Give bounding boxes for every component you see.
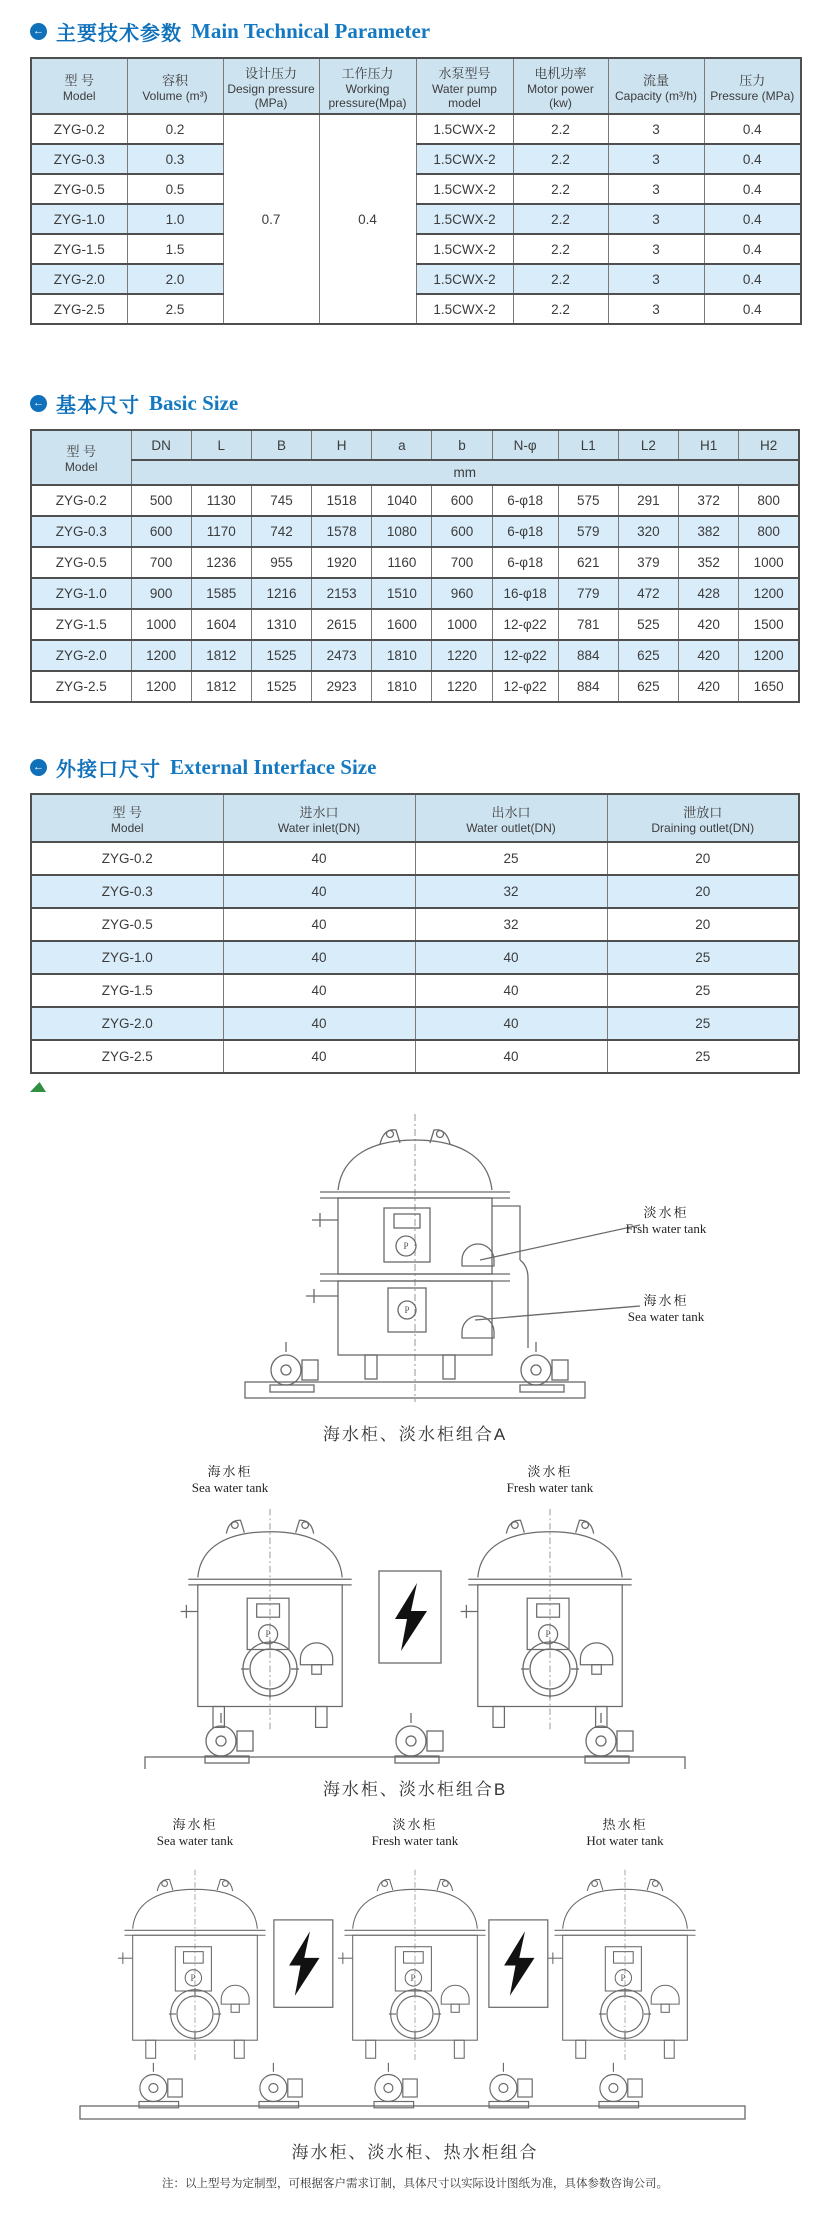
table-row	[31, 640, 799, 671]
value-cell: 3	[608, 114, 704, 144]
value-cell: 2473	[312, 640, 372, 671]
table-row	[31, 671, 799, 702]
table-row	[31, 908, 799, 941]
value-cell: 1310	[251, 609, 311, 640]
value-cell: 800	[739, 516, 799, 547]
value-cell: 372	[679, 485, 739, 516]
value-cell: 600	[432, 516, 492, 547]
arrow-bullet-icon: ←	[30, 395, 47, 412]
col-header-h1: H1	[679, 430, 739, 460]
model-cell: ZYG-1.0	[31, 578, 131, 609]
value-cell: 32	[415, 875, 607, 908]
value-cell: 2.2	[513, 294, 608, 324]
table-row	[31, 974, 799, 1007]
section-title-zh: 主要技术参数	[56, 23, 182, 45]
model-cell: ZYG-1.0	[31, 941, 223, 974]
col-header-design-pressure: 设计压力 Design pressure (MPa)	[223, 58, 319, 114]
value-cell: 40	[223, 842, 415, 875]
col-header-dn: DN	[131, 430, 191, 460]
caption-combination-b: 海水柜、淡水柜组合B	[322, 1780, 508, 1799]
label-sea-water-tank: 海水柜 Sea water tank	[156, 1817, 234, 1848]
table-row	[31, 609, 799, 640]
col-header-water-inlet: 进水口 Water inlet(DN)	[223, 794, 415, 842]
value-cell: 40	[415, 1040, 607, 1073]
sea-water-tank-icon	[181, 1509, 352, 1731]
value-cell: 1200	[131, 640, 191, 671]
value-cell: 1.5CWX-2	[416, 144, 513, 174]
col-header-model: 型 号 Model	[31, 58, 127, 114]
table-body	[31, 485, 799, 702]
model-cell: ZYG-0.5	[31, 908, 223, 941]
value-cell: 3	[608, 234, 704, 264]
model-cell: ZYG-1.5	[31, 234, 127, 264]
value-cell: 382	[679, 516, 739, 547]
table-row	[31, 1040, 799, 1073]
diagram-combination-c	[0, 1814, 830, 2136]
value-cell: 1130	[191, 485, 251, 516]
col-header-l1: L1	[558, 430, 618, 460]
value-cell: 2.2	[513, 264, 608, 294]
label-fresh-water-tank: 淡水柜 Fresh water tank	[506, 1464, 594, 1495]
value-cell: 745	[251, 485, 311, 516]
model-cell: ZYG-2.0	[31, 264, 127, 294]
value-cell: 2.2	[513, 174, 608, 204]
value-cell: 3	[608, 204, 704, 234]
model-cell: ZYG-1.5	[31, 974, 223, 1007]
model-cell: ZYG-0.3	[31, 144, 127, 174]
table-row	[31, 875, 799, 908]
value-cell: 3	[608, 144, 704, 174]
col-header-draining-outlet: 泄放口 Draining outlet(DN)	[607, 794, 799, 842]
value-cell: 25	[607, 1007, 799, 1040]
value-cell: 1585	[191, 578, 251, 609]
label-sea-water-tank: 海水柜 Sea water tank	[627, 1293, 705, 1324]
value-cell: 3	[608, 294, 704, 324]
value-cell: 1812	[191, 671, 251, 702]
value-cell: 1200	[739, 640, 799, 671]
model-cell: ZYG-2.0	[31, 1007, 223, 1040]
basic-size-table	[30, 429, 800, 703]
tank-drawing-c	[35, 1856, 795, 2136]
value-cell: 3	[608, 264, 704, 294]
value-cell: 40	[223, 1040, 415, 1073]
value-cell: 1216	[251, 578, 311, 609]
value-cell: 40	[223, 908, 415, 941]
col-header-model: 型 号 Model	[31, 430, 131, 485]
unit-row	[31, 460, 799, 485]
model-cell: ZYG-2.5	[31, 671, 131, 702]
value-cell: 2.0	[127, 264, 223, 294]
diagram-combination-a	[0, 1110, 830, 1418]
value-cell: 1220	[432, 640, 492, 671]
label-hot-water-tank: 热水柜 Hot water tank	[586, 1817, 664, 1848]
value-cell: 1810	[372, 671, 432, 702]
model-cell: ZYG-0.2	[31, 114, 127, 144]
value-cell: 25	[607, 941, 799, 974]
table-row	[31, 174, 801, 204]
model-cell: ZYG-2.0	[31, 640, 131, 671]
value-cell: 1236	[191, 547, 251, 578]
value-cell: 0.4	[704, 174, 801, 204]
value-cell: 1000	[131, 609, 191, 640]
section-title-external-interface	[30, 753, 830, 782]
value-cell: 1810	[372, 640, 432, 671]
col-header-water-outlet: 出水口 Water outlet(DN)	[415, 794, 607, 842]
table-row	[31, 941, 799, 974]
model-cell: ZYG-2.5	[31, 294, 127, 324]
value-cell: 579	[558, 516, 618, 547]
value-cell: 1500	[739, 609, 799, 640]
header-row	[31, 58, 801, 114]
external-interface-table	[30, 793, 800, 1074]
pump-icon	[489, 2063, 532, 2108]
pump-icon	[395, 1713, 443, 1763]
col-header-capacity: 流量 Capacity (m³/h)	[608, 58, 704, 114]
value-cell: 575	[558, 485, 618, 516]
pressure-gauge-label: P	[404, 1305, 410, 1315]
value-cell: 625	[618, 671, 678, 702]
value-cell: 1.5CWX-2	[416, 234, 513, 264]
merged-value-cell: 0.4	[319, 114, 416, 324]
value-cell: 6-φ18	[492, 516, 558, 547]
value-cell: 291	[618, 485, 678, 516]
tank-drawing-b	[75, 1499, 755, 1769]
pump-icon	[270, 1342, 318, 1392]
sea-water-tank-icon	[118, 1870, 266, 2062]
pump-icon	[205, 1713, 253, 1763]
table-row	[31, 485, 799, 516]
caption-combination-c: 海水柜、淡水柜、热水柜组合	[291, 2143, 539, 2162]
value-cell: 0.4	[704, 114, 801, 144]
value-cell: 1920	[312, 547, 372, 578]
diagram-combination-b	[0, 1461, 830, 1773]
value-cell: 800	[739, 485, 799, 516]
value-cell: 2.2	[513, 114, 608, 144]
col-header-volume: 容积 Volume (m³)	[127, 58, 223, 114]
table-body	[31, 842, 799, 1073]
table-row	[31, 1007, 799, 1040]
value-cell: 0.5	[127, 174, 223, 204]
arrow-bullet-icon: ←	[30, 759, 47, 776]
value-cell: 25	[607, 1040, 799, 1073]
merged-value-cell: 0.7	[223, 114, 319, 324]
table-row	[31, 114, 801, 144]
pressure-gauge-label: P	[190, 1973, 196, 1983]
value-cell: 2615	[312, 609, 372, 640]
value-cell: 20	[607, 875, 799, 908]
value-cell: 1812	[191, 640, 251, 671]
value-cell: 40	[223, 875, 415, 908]
pump-icon	[585, 1713, 633, 1763]
col-header-a: a	[372, 430, 432, 460]
col-header-l: L	[191, 430, 251, 460]
green-triangle-marker	[30, 1082, 46, 1092]
value-cell: 1160	[372, 547, 432, 578]
value-cell: 1200	[739, 578, 799, 609]
table-row	[31, 294, 801, 324]
value-cell: 600	[131, 516, 191, 547]
value-cell: 1525	[251, 640, 311, 671]
fresh-water-tank-icon	[338, 1870, 486, 2062]
model-cell: ZYG-0.2	[31, 485, 131, 516]
col-header-b2: b	[432, 430, 492, 460]
col-header-l2: L2	[618, 430, 678, 460]
value-cell: 20	[607, 842, 799, 875]
arrow-bullet-icon: ←	[30, 23, 47, 40]
value-cell: 1.5	[127, 234, 223, 264]
value-cell: 625	[618, 640, 678, 671]
header-row	[31, 794, 799, 842]
value-cell: 420	[679, 609, 739, 640]
col-header-h2: H2	[739, 430, 799, 460]
value-cell: 0.2	[127, 114, 223, 144]
model-cell: ZYG-1.5	[31, 609, 131, 640]
tank-drawing-a	[80, 1110, 780, 1410]
value-cell: 1.5CWX-2	[416, 204, 513, 234]
value-cell: 1604	[191, 609, 251, 640]
value-cell: 525	[618, 609, 678, 640]
value-cell: 25	[415, 842, 607, 875]
value-cell: 12-φ22	[492, 671, 558, 702]
table-body	[31, 114, 801, 324]
header-row	[31, 430, 799, 460]
value-cell: 40	[415, 974, 607, 1007]
pressure-gauge-label: P	[545, 1629, 551, 1639]
value-cell: 1518	[312, 485, 372, 516]
main-parameter-table	[30, 57, 802, 325]
model-cell: ZYG-0.2	[31, 842, 223, 875]
value-cell: 884	[558, 640, 618, 671]
value-cell: 2923	[312, 671, 372, 702]
control-box-icon	[274, 1920, 333, 2007]
section-title-zh: 基本尺寸	[56, 395, 140, 417]
footnote: 注：以上型号为定制型，可根据客户需求订制，具体尺寸以实际设计图纸为准，具体参数咨询公司。	[162, 2178, 668, 2190]
value-cell: 0.4	[704, 144, 801, 174]
value-cell: 6-φ18	[492, 485, 558, 516]
value-cell: 900	[131, 578, 191, 609]
value-cell: 1.5CWX-2	[416, 174, 513, 204]
value-cell: 0.3	[127, 144, 223, 174]
model-cell: ZYG-0.5	[31, 174, 127, 204]
pressure-gauge-label: P	[410, 1973, 416, 1983]
table-row	[31, 204, 801, 234]
value-cell: 0.4	[704, 234, 801, 264]
pump-icon	[139, 2063, 182, 2108]
value-cell: 2.2	[513, 204, 608, 234]
value-cell: 781	[558, 609, 618, 640]
value-cell: 1.0	[127, 204, 223, 234]
value-cell: 12-φ22	[492, 640, 558, 671]
col-header-b: B	[251, 430, 311, 460]
value-cell: 1.5CWX-2	[416, 114, 513, 144]
model-cell: ZYG-0.3	[31, 875, 223, 908]
unit-cell: mm	[131, 460, 799, 485]
col-header-working-pressure: 工作压力 Working pressure(Mpa)	[319, 58, 416, 114]
value-cell: 742	[251, 516, 311, 547]
value-cell: 12-φ22	[492, 609, 558, 640]
col-header-h: H	[312, 430, 372, 460]
fresh-water-tank-icon	[461, 1509, 632, 1731]
value-cell: 6-φ18	[492, 547, 558, 578]
pressure-gauge-label: P	[620, 1973, 626, 1983]
pump-icon	[599, 2063, 642, 2108]
pump-icon	[259, 2063, 302, 2108]
label-fresh-water-tank: 淡水柜 Frsh water tank	[625, 1205, 707, 1236]
col-header-pump-model: 水泵型号 Water pump model	[416, 58, 513, 114]
control-box-icon	[489, 1920, 548, 2007]
value-cell: 960	[432, 578, 492, 609]
value-cell: 955	[251, 547, 311, 578]
value-cell: 40	[223, 941, 415, 974]
value-cell: 1525	[251, 671, 311, 702]
model-cell: ZYG-1.0	[31, 204, 127, 234]
value-cell: 40	[415, 1007, 607, 1040]
section-title-en: Basic Size	[149, 391, 239, 415]
value-cell: 2.2	[513, 234, 608, 264]
value-cell: 3	[608, 174, 704, 204]
value-cell: 0.4	[704, 204, 801, 234]
section-title-en: External Interface Size	[170, 755, 377, 779]
section-title-zh: 外接口尺寸	[56, 759, 161, 781]
model-cell: ZYG-0.5	[31, 547, 131, 578]
value-cell: 40	[415, 941, 607, 974]
value-cell: 1650	[739, 671, 799, 702]
value-cell: 1578	[312, 516, 372, 547]
value-cell: 25	[607, 974, 799, 1007]
section-title-main-parameter	[30, 17, 830, 46]
table-row	[31, 516, 799, 547]
value-cell: 700	[131, 547, 191, 578]
value-cell: 2.2	[513, 144, 608, 174]
value-cell: 1200	[131, 671, 191, 702]
table-row	[31, 264, 801, 294]
value-cell: 700	[432, 547, 492, 578]
value-cell: 20	[607, 908, 799, 941]
model-cell: ZYG-2.5	[31, 1040, 223, 1073]
value-cell: 428	[679, 578, 739, 609]
catalog-page	[0, 17, 830, 2216]
value-cell: 1600	[372, 609, 432, 640]
value-cell: 0.4	[704, 294, 801, 324]
value-cell: 1220	[432, 671, 492, 702]
value-cell: 500	[131, 485, 191, 516]
col-header-pressure: 压力 Pressure (MPa)	[704, 58, 801, 114]
pressure-gauge-label: P	[403, 1241, 409, 1251]
label-fresh-water-tank: 淡水柜 Fresh water tank	[371, 1817, 459, 1848]
value-cell: 1170	[191, 516, 251, 547]
pressure-gauge-label: P	[265, 1629, 271, 1639]
value-cell: 621	[558, 547, 618, 578]
value-cell: 40	[223, 974, 415, 1007]
value-cell: 420	[679, 640, 739, 671]
table-row	[31, 578, 799, 609]
value-cell: 32	[415, 908, 607, 941]
value-cell: 1510	[372, 578, 432, 609]
section-title-en: Main Technical Parameter	[191, 19, 431, 43]
hot-water-tank-icon	[548, 1870, 696, 2062]
value-cell: 420	[679, 671, 739, 702]
model-cell: ZYG-0.3	[31, 516, 131, 547]
value-cell: 379	[618, 547, 678, 578]
table-row	[31, 842, 799, 875]
value-cell: 600	[432, 485, 492, 516]
value-cell: 0.4	[704, 264, 801, 294]
table-row	[31, 144, 801, 174]
table-row	[31, 234, 801, 264]
value-cell: 1040	[372, 485, 432, 516]
value-cell: 1000	[432, 609, 492, 640]
value-cell: 884	[558, 671, 618, 702]
label-sea-water-tank: 海水柜 Sea water tank	[191, 1464, 269, 1495]
value-cell: 1.5CWX-2	[416, 294, 513, 324]
table-row	[31, 547, 799, 578]
value-cell: 40	[223, 1007, 415, 1040]
col-header-motor-power: 电机功率 Motor power (kw)	[513, 58, 608, 114]
value-cell: 352	[679, 547, 739, 578]
control-box-icon	[379, 1571, 441, 1663]
value-cell: 2.5	[127, 294, 223, 324]
caption-combination-a: 海水柜、淡水柜组合A	[322, 1425, 508, 1444]
value-cell: 16-φ18	[492, 578, 558, 609]
value-cell: 320	[618, 516, 678, 547]
value-cell: 779	[558, 578, 618, 609]
value-cell: 1.5CWX-2	[416, 264, 513, 294]
value-cell: 1080	[372, 516, 432, 547]
section-title-basic-size	[30, 389, 830, 418]
value-cell: 1000	[739, 547, 799, 578]
col-header-nphi: N-φ	[492, 430, 558, 460]
value-cell: 2153	[312, 578, 372, 609]
col-header-model: 型 号 Model	[31, 794, 223, 842]
value-cell: 472	[618, 578, 678, 609]
pump-icon	[520, 1342, 568, 1392]
pump-icon	[374, 2063, 417, 2108]
